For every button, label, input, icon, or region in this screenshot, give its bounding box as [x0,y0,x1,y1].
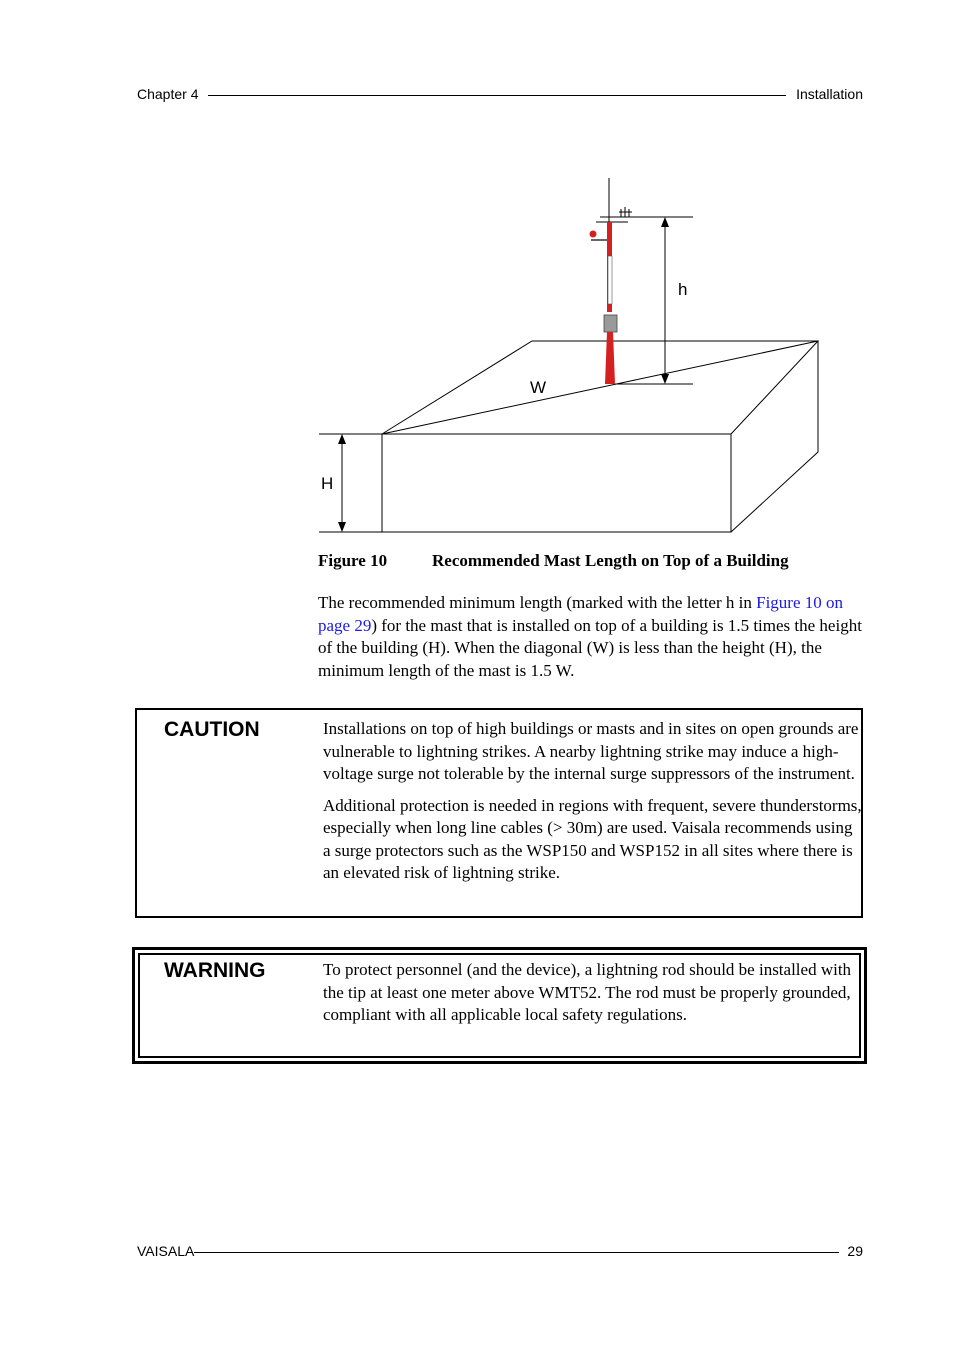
caution-paragraph-1: Installations on top of high buildings or masts and in sites on open grounds are vulnerable to lightning strikes. A nearby lightning strike may induce a high-voltage surge not tolerable by the internal surge suppressors of the instrument. [323,719,859,783]
body-paragraph [318,592,866,682]
paragraph-text-2: ) for the mast that is installed on top of a building is 1.5 times the height of the building (H). When the diagonal (W) is less than the height (H), the minimum length of the mast is 1.5 W. [318,615,862,680]
caution-box [135,708,863,918]
h-arrow-top [661,217,669,227]
footer-rule [194,1252,839,1253]
label-h: h [678,280,688,299]
figure-number: Figure 10 [318,551,388,570]
header-section: Installation [796,86,863,102]
header-chapter: Chapter 4 [137,86,199,102]
mast-lower [605,332,615,384]
h-arrow-bottom [661,374,669,384]
mast-white-section [608,256,612,304]
page-number: 29 [847,1243,863,1259]
page-footer [137,1243,863,1259]
mast-building-diagram [0,0,954,545]
warning-paragraph-1: To protect personnel (and the device), a lightning rod should be installed with the tip at least one meter above WMT52. The rod must be properly grounded, compliant with all applicable local safety regulations. [323,960,852,1024]
building-front [382,434,731,532]
diagonal-line [382,341,818,434]
H-arrow-bottom [338,522,346,532]
warning-box [132,947,867,1064]
figure-reference-link[interactable]: Figure 10 on page 29 [318,593,843,635]
caution-body [323,718,863,894]
label-H: H [321,474,334,493]
warning-light-icon [590,231,597,238]
warning-title: WARNING [164,959,266,982]
H-arrow-top [338,434,346,444]
paragraph-text-1: The recommended minimum length (marked with the letter h in [318,593,757,612]
figure-title: Recommended Mast Length on Top of a Building [432,551,789,570]
figure-caption [318,551,789,571]
caution-paragraph-2: Additional protection is needed in regions with frequent, severe thunderstorms, especially when long line cables (> 30m) are used. Vaisala recommends using a surge protectors such as the WSP150 and WSP152 in all sites where there is an elevated risk of lightning strike. [323,795,862,882]
mast-junction-box [604,315,617,332]
footer-company: VAISALA [137,1243,195,1259]
caution-title: CAUTION [164,718,260,741]
label-W: W [530,378,547,397]
sensor-icon [619,207,632,217]
warning-body [323,959,863,1036]
building-side [731,341,818,532]
